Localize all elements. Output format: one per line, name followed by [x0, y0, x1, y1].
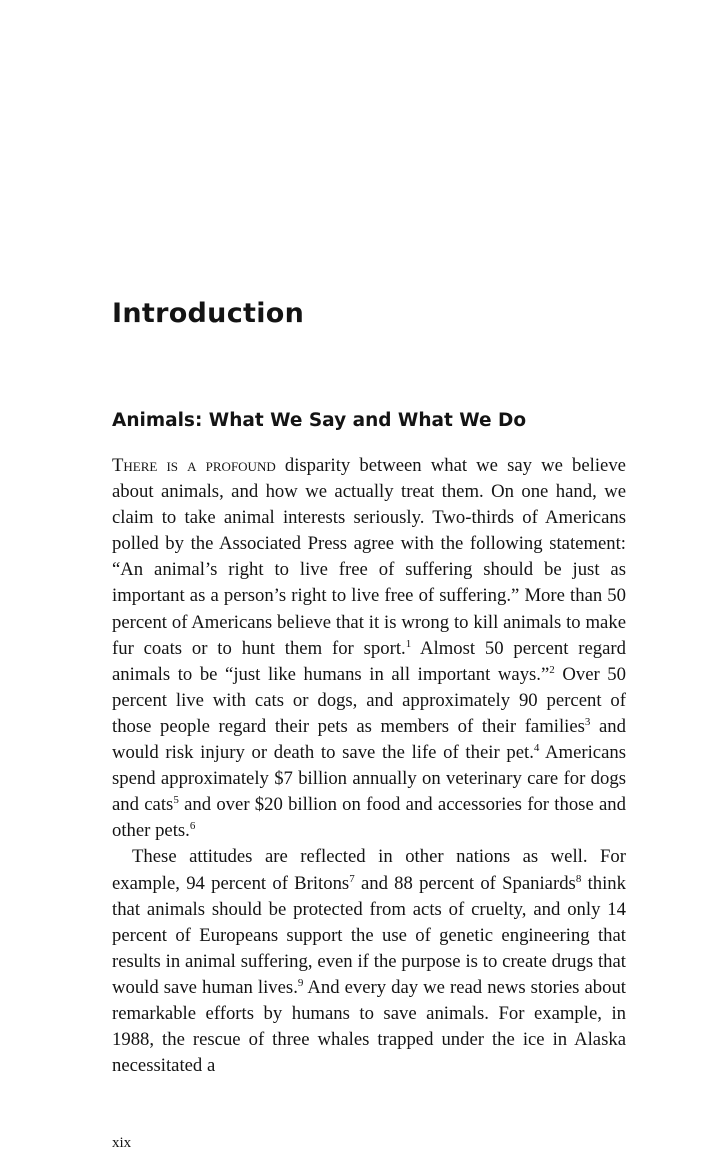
- body-text: [112, 453, 626, 1079]
- footnote-ref-4: 4: [533, 742, 540, 755]
- paragraph-1: [112, 453, 626, 844]
- text-run: These attitudes are reflected in other nations as well. For example, 94 percent of Britons: [112, 846, 626, 894]
- text-run: and would risk injury or death to save the life of their pet.: [112, 715, 626, 764]
- footnote-ref-1: 1: [405, 637, 412, 650]
- paragraph-2: [112, 844, 626, 1079]
- text-run: think that animals should be protected from acts of cruelty, and only 14 percent of Europeans support the use of genetic engineering that results in animal suffering, even if the purpose is to create drugs that would save human lives.: [112, 872, 626, 998]
- page-number: xix: [112, 1135, 132, 1151]
- footnote-ref-5: 5: [173, 794, 179, 807]
- footnote-ref-8: 8: [575, 872, 582, 885]
- chapter-title: Introduction: [112, 298, 305, 329]
- text-run: Almost 50 percent regard animals to be “just like humans in all important ways.”: [112, 637, 626, 685]
- footnote-ref-9: 9: [297, 976, 304, 989]
- text-run: disparity between what we say we believe about animals, and how we actually treat them. On one hand, we claim to take animal interests seriously. Two-thirds of Americans polled by the Associated Press agree with the following statement: “An animal’s right to live free of suffering should be just as important as a person’s right to live free of suffering.” More than 50 percent of Americans believe that it is wrong to kill animals to make fur coats or to hunt them for sport.: [112, 455, 626, 659]
- footnote-ref-2: 2: [549, 663, 555, 676]
- text-run: and over $20 billion on food and accessories for those and other pets.: [112, 794, 626, 842]
- text-run: Over 50 percent live with cats or dogs, and approximately 90 percent of those people regard their pets as members of their families: [112, 663, 626, 737]
- footnote-ref-7: 7: [349, 872, 355, 885]
- text-run: and 88 percent of Spaniards: [354, 872, 576, 894]
- footnote-ref-3: 3: [584, 715, 591, 728]
- section-heading: Animals: What We Say and What We Do: [112, 410, 527, 431]
- text-run: Americans spend approximately $7 billion annually on veterinary care for dogs and cats: [112, 742, 626, 816]
- text-run: And every day we read news stories about remarkable efforts by humans to save animals. For example, in 1988, the rescue of three whales trapped under the ice in Alaska necessitated a: [112, 976, 626, 1077]
- footnote-ref-6: 6: [189, 820, 196, 833]
- lead-in-small-caps: There is a profound: [112, 455, 276, 476]
